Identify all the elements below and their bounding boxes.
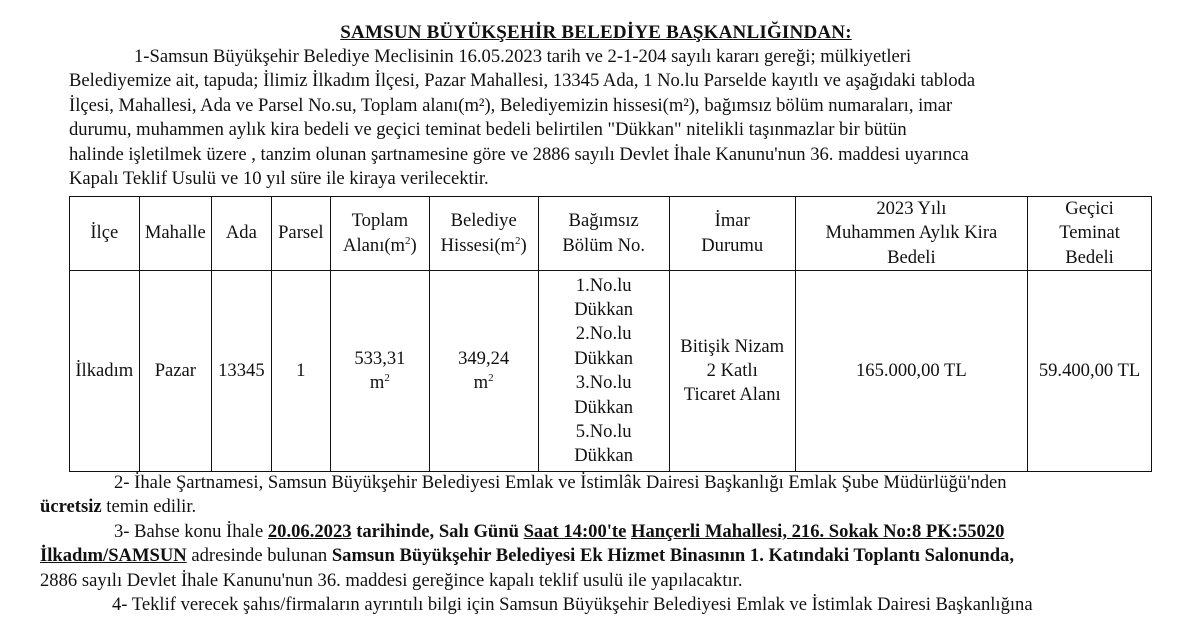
bolum-line: Dükkan xyxy=(574,445,634,467)
cell-gecici-teminat: 59.400,00 TL xyxy=(1028,271,1152,472)
paragraph-3-line-3: 2886 sayılı Devlet İhale Kanunu'nun 36. maddesi gereğince kapalı teklif usulü ile yapılacaktır. xyxy=(40,569,743,591)
auction-time: Saat 14:00'te xyxy=(523,521,627,542)
cell-parsel: 1 xyxy=(271,271,330,472)
page-title: SAMSUN BÜYÜKŞEHİR BELEDİYE BAŞKANLIĞINDAN: xyxy=(340,22,852,43)
paragraph-3-line-2: İlkadım/SAMSUN adresinde bulunan Samsun Büyükşehir Belediyesi Ek Hizmet Binasının 1. Katındaki Toplantı Salonunda, xyxy=(40,545,1014,567)
free-of-charge-text: ücretsiz xyxy=(40,496,102,518)
header-imar-durumu: İmar Durumu xyxy=(669,197,795,271)
paragraph-1-line-5: halinde işletilmek üzere , tanzim olunan şartnamesine göre ve 2886 sayılı Devlet İhale Kanunu'nun 36. maddesi uyarınca xyxy=(69,143,969,165)
cell-ada: 13345 xyxy=(212,271,271,472)
auction-city: İlkadım/SAMSUN xyxy=(40,545,187,567)
cell-ilce: İlkadım xyxy=(70,271,140,472)
header-mahalle: Mahalle xyxy=(139,197,212,271)
header-ada: Ada xyxy=(212,197,271,271)
paragraph-1-line-2: Belediyemize ait, tapuda; İlimiz İlkadım İlçesi, Pazar Mahallesi, 13345 Ada, 1 No.lu Parselde kayıtlı ve aşağıdaki tabloda xyxy=(69,70,976,92)
paragraph-1-line-6: Kapalı Teklif Usulü ve 10 yıl süre ile kiraya verilecektir. xyxy=(69,168,489,190)
paragraph-4: 4- Teklif verecek şahıs/firmaların ayrıntılı bilgi için Samsun Büyükşehir Belediyesi Emlak ve İstimlak Dairesi Başkanlığına xyxy=(112,594,1033,615)
table-row xyxy=(70,271,1152,472)
paragraph-3-line-1: 3- Bahse konu İhale 20.06.2023 tarihinde, Salı Günü Saat 14:00'te Hançerli Mahallesi, 216. Sokak No:8 PK:55020 xyxy=(114,521,1005,542)
bolum-line: Dükkan xyxy=(574,299,634,320)
paragraph-2-line-2: ücretsiz temin edilir. xyxy=(40,496,197,518)
paragraph-1 xyxy=(69,45,1152,191)
table-header-row xyxy=(70,197,1152,271)
cell-bagimsiz-bolum xyxy=(538,271,669,472)
header-parsel: Parsel xyxy=(271,197,330,271)
cell-mahalle: Pazar xyxy=(139,271,212,472)
paragraph-1-line-3: İlçesi, Mahallesi, Ada ve Parsel No.su, Toplam alanı(m²), Belediyemizin hissesi(m²), bağımsız bölüm numaraları, imar xyxy=(69,94,953,116)
cell-belediye-hissesi: 349,24 $m^2$ xyxy=(429,271,538,472)
header-belediye-hissesi: Belediye $Hissesi(m^2)$ xyxy=(429,197,538,271)
bolum-line: Dükkan xyxy=(574,347,634,369)
auction-date: 20.06.2023 xyxy=(267,521,352,542)
header-ilce: İlçe xyxy=(70,197,140,271)
bolum-line: 1.No.lu xyxy=(575,274,632,296)
auction-venue: Samsun Büyükşehir Belediyesi Ek Hizmet Binasının 1. Katındaki Toplantı Salonunda, xyxy=(331,545,1014,567)
paragraph-1-line-4: durumu, muhammen aylık kira bedeli ve geçici teminat bedeli belirtilen "Dükkan" nitelikli taşınmazlar bir bütün xyxy=(69,119,907,141)
paragraph-1-line-1: 1-Samsun Büyükşehir Belediye Meclisinin 16.05.2023 tarih ve 2-1-204 sayılı kararı gereği; mülkiyetleri xyxy=(134,46,912,67)
paragraph-2-line-1: 2- İhale Şartnamesi, Samsun Büyükşehir Belediyesi Emlak ve İstimlâk Dairesi Başkanlığı Emlak Şube Müdürlüğü'nden xyxy=(114,472,1007,493)
header-toplam-alan: Toplam $Alanı(m^2)$ xyxy=(331,197,430,271)
cell-imar-durumu: Bitişik Nizam 2 Katlı Ticaret Alanı xyxy=(669,271,795,472)
bolum-line: 2.No.lu xyxy=(575,323,632,345)
bolum-line: Dükkan xyxy=(574,396,634,418)
auction-address: Hançerli Mahallesi, 216. Sokak No:8 PK:55020 xyxy=(631,521,1005,542)
cell-toplam-alan: 533,31 $m^2$ xyxy=(331,271,430,472)
paragraph-3 xyxy=(40,520,1152,593)
bolum-line: 5.No.lu xyxy=(575,421,632,443)
header-bagimsiz-bolum: Bağımsız Bölüm No. xyxy=(538,197,669,271)
header-kira-bedeli: 2023 Yılı Muhammen Aylık Kira Bedeli xyxy=(795,197,1027,271)
cell-kira-bedeli: 165.000,00 TL xyxy=(795,271,1027,472)
paragraph-2 xyxy=(40,471,1152,520)
bolum-line: 3.No.lu xyxy=(575,372,632,394)
header-gecici-teminat: Geçici Teminat Bedeli xyxy=(1028,197,1152,271)
property-table xyxy=(69,196,1152,472)
